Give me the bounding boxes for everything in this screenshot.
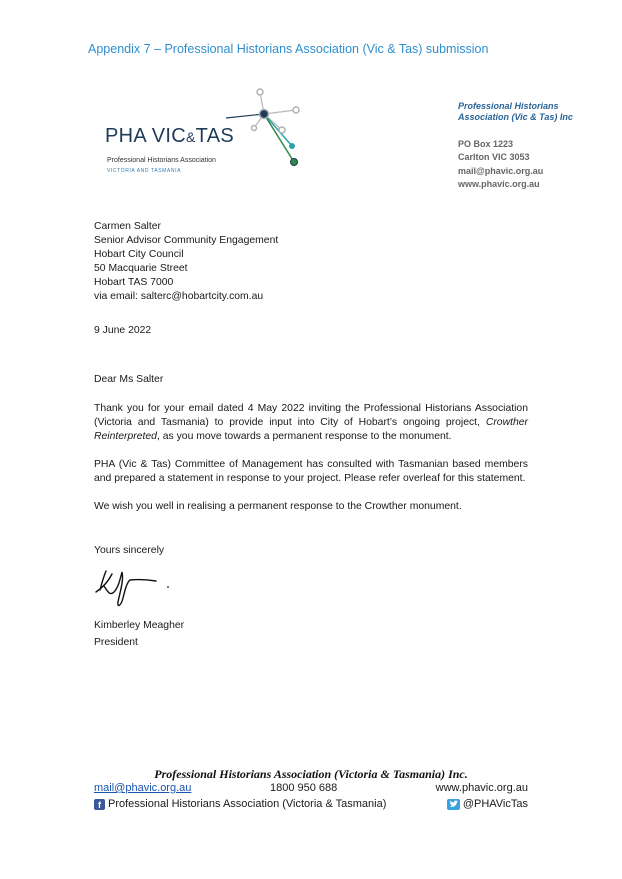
facebook-label: Professional Historians Association (Victoria & Tasmania) [108,798,387,810]
address-email: mail@phavic.org.au [458,165,544,176]
paragraph-3: We wish you well in realising a permanent response to the Crowther monument. [94,501,462,512]
paragraph-1-text-a: Thank you for your email dated 4 May 2022 inviting the Professional Historians Association (Victoria and Tasmania) to provide input into City of Hobart’s ongoing project, [94,403,528,429]
recipient-line: Hobart TAS 7000 [94,277,174,289]
twitter-handle: @PHAVicTas [462,798,528,810]
closing: Yours sincerely [94,545,165,556]
logo-subtitle: Professional Historians Association [107,157,216,164]
footer-facebook [94,798,386,810]
appendix-heading: Appendix 7 – Professional Historians Association (Vic & Tas) submission [88,42,489,56]
signature [94,562,184,612]
signer-title: President [94,637,138,648]
salutation: Dear Ms Salter [94,374,164,385]
logo-ampersand: & [186,129,196,145]
recipient-line: Senior Advisor Community Engagement [94,235,279,247]
footer-twitter [447,798,528,810]
twitter-icon [447,799,460,810]
logo-main: PHA VIC [105,125,187,147]
recipient-line: Hobart City Council [94,249,184,261]
organisation-address [458,138,543,192]
address-website: www.phavic.org.au [458,179,540,190]
project-title: Crowther Reinterpreted [94,417,528,443]
signer-name: Kimberley Meagher [94,620,185,631]
recipient-line: 50 Macquarie Street [94,263,188,275]
paragraph-1 [94,402,528,444]
paragraph-1-text-b: , as you move towards a permanent response to the monument. [156,431,452,443]
address-po-box: PO Box 1223 [458,139,514,149]
recipient-line: Carmen Salter [94,221,161,232]
paragraph-2: PHA (Vic & Tas) Committee of Management has consulted with Tasmanian based members and prepared a statement in response to your project. Please refer overleaf for this statement. [94,459,528,485]
footer-title: Professional Historians Association (Victoria & Tasmania) Inc. [154,767,468,781]
footer-phone: 1800 950 688 [270,782,338,794]
logo-region: VICTORIA AND TASMANIA [107,168,182,174]
logo-wordmark [105,125,234,148]
recipient-line: via email: salterc@hobartcity.com.au [94,291,264,303]
organisation-name: Professional Historians Association (Vic & Tas) Inc [458,101,573,122]
address-suburb: Carlton VIC 3053 [458,152,530,163]
letter-date: 9 June 2022 [94,325,152,336]
facebook-icon: f [94,799,105,810]
logo-tas: TAS [195,125,234,147]
footer-email-link[interactable]: mail@phavic.org.au [94,782,192,794]
recipient-block [94,220,278,305]
footer-website: www.phavic.org.au [435,782,528,794]
signer-block [94,617,184,651]
